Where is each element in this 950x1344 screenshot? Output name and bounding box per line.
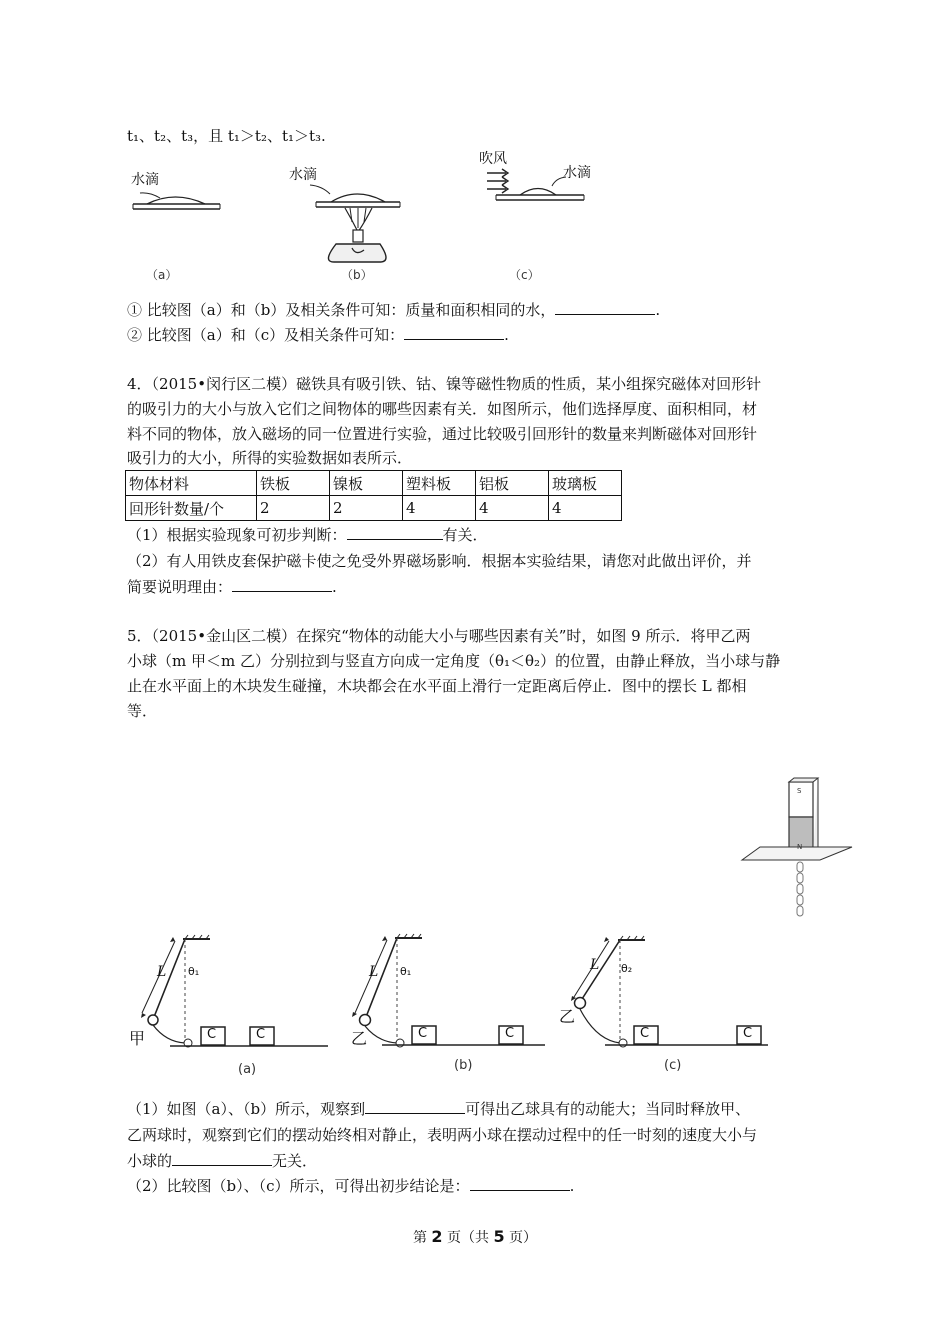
q5-sub1-line3-end: 无关． <box>272 1152 318 1170</box>
fig-c-wind-label: 吹风 <box>479 151 507 167</box>
q3-sub1-end: . <box>655 301 661 319</box>
q4-sub2-end: . <box>332 578 337 596</box>
q5-sub2-end: . <box>569 1177 575 1195</box>
table-cell: 物体材料 <box>126 471 257 496</box>
footer-mid: 页（共 <box>447 1230 489 1246</box>
pendulum-a <box>141 935 328 1047</box>
q4-line1: 4．（2015•闵行区二模）磁铁具有吸引铁、钴、镍等磁性物质的性质，某小组探究磁体对回形针 <box>127 375 762 393</box>
fig-c-water-label: 水滴 <box>563 165 591 181</box>
length-label-a: L <box>157 964 167 980</box>
q4-sub1-end: 有关． <box>442 526 488 544</box>
footer-page-number: 2 <box>431 1227 443 1246</box>
pendulum-b <box>352 934 545 1047</box>
theta-label-b: θ₁ <box>400 965 412 978</box>
q5-sub1-line3-blank[interactable] <box>172 1151 272 1166</box>
pendulum-b-caption: (b) <box>454 1058 473 1073</box>
fig-b-caption: （b） <box>341 268 373 282</box>
length-label-c: L <box>590 957 600 973</box>
table-cell: 铝板 <box>476 471 549 496</box>
fig-c-caption: （c） <box>509 268 540 282</box>
q3-sub2-end: . <box>504 326 509 344</box>
table-cell: 塑料板 <box>403 471 476 496</box>
q5-sub2-text: （2）比较图（b）、（c）所示，可得出初步结论是： <box>127 1177 470 1195</box>
theta-label-a: θ₁ <box>188 965 200 978</box>
table-cell: 4 <box>549 496 622 521</box>
q4-sub2-line1: （2）有人用铁皮套保护磁卡使之免受外界磁场影响．根据本实验结果，请您对此做出评价，并 <box>127 552 752 570</box>
q5-sub1-line3-text: 小球的 <box>127 1152 173 1170</box>
footer-post: 页） <box>509 1230 538 1246</box>
length-label-b: L <box>369 964 379 980</box>
block-label: C <box>743 1026 753 1041</box>
pendulum-c-caption: (c) <box>664 1058 682 1073</box>
page-footer <box>0 1227 950 1247</box>
magnet-s-label: S <box>797 787 802 795</box>
q5-sub1-line3 <box>127 1150 317 1172</box>
table-cell: 回形针数量/个 <box>126 496 257 521</box>
q5-sub1-line2: 乙两球时，观察到它们的摆动始终相对静止，表明两小球在摆动过程中的任一时刻的速度大小与 <box>127 1126 758 1144</box>
pendulum-a-caption: (a) <box>238 1062 257 1077</box>
table-cell: 2 <box>257 496 330 521</box>
q4-sub2-text: 简要说明理由： <box>127 578 233 596</box>
q4-line3: 料不同的物体，放入磁场的同一位置进行实验，通过比较吸引回形针的数量来判断磁体对回形针 <box>127 425 758 443</box>
footer-total-pages: 5 <box>493 1227 505 1246</box>
q5-sub1-text-a: （1）如图（a）、（b）所示，观察到 <box>127 1100 366 1118</box>
intro-line: t₁、t₂、t₃，且 t₁＞t₂、t₁＞t₃. <box>127 127 326 145</box>
q3-sub2-text: ② 比较图（a）和（c）及相关条件可知： <box>127 326 405 344</box>
q5-line2: 小球（m 甲＜m 乙）分别拉到与竖直方向成一定角度（θ₁＜θ₂）的位置，由静止释放，当小球与静 <box>127 652 781 670</box>
q5-sub2-blank[interactable] <box>470 1176 570 1191</box>
q3-sub1-text: ① 比较图（a）和（b）及相关条件可知：质量和面积相同的水， <box>127 301 556 319</box>
ball-yi-label-b: 乙 <box>351 1029 368 1048</box>
block-label: C <box>418 1026 428 1041</box>
q5-line1: 5．（2015•金山区二模）在探究“物体的动能大小与哪些因素有关”时，如图 9 所示．将甲乙两 <box>127 627 751 645</box>
ball-jia-label: 甲 <box>129 1029 146 1048</box>
fig-a-water-label: 水滴 <box>131 172 159 188</box>
q5-line4: 等． <box>127 702 158 720</box>
q4-sub1-text: （1）根据实验现象可初步判断： <box>127 526 347 544</box>
magnet-n-label: N <box>797 843 803 851</box>
block-label: C <box>640 1026 650 1041</box>
q5-line3: 止在水平面上的木块发生碰撞，木块都会在水平面上滑行一定距离后停止．图中的摆长 L 都相 <box>127 677 747 695</box>
table-cell: 镍板 <box>330 471 403 496</box>
block-label: C <box>256 1027 266 1042</box>
table-cell: 玻璃板 <box>549 471 622 496</box>
fig-b-water-label: 水滴 <box>289 167 317 183</box>
block-label: C <box>505 1026 515 1041</box>
q4-line2: 的吸引力的大小与放入它们之间物体的哪些因素有关．如图所示，他们选择厚度、面积相同，材 <box>127 400 758 418</box>
footer-pre: 第 <box>412 1230 427 1246</box>
q5-sub2 <box>127 1175 574 1197</box>
table-cell: 4 <box>403 496 476 521</box>
q4-line4: 吸引力的大小，所得的实验数据如表所示． <box>127 449 413 467</box>
block-label: C <box>207 1027 217 1042</box>
table-cell: 4 <box>476 496 549 521</box>
q5-sub1-blank[interactable] <box>365 1099 465 1114</box>
pendulum-c <box>571 936 768 1047</box>
q5-sub1-line1 <box>127 1098 750 1120</box>
q5-sub1-text-b: 可得出乙球具有的动能大；当同时释放甲、 <box>465 1100 751 1118</box>
fig-a-caption: （a） <box>146 268 178 282</box>
ball-yi-label-c: 乙 <box>559 1007 576 1026</box>
table-cell: 铁板 <box>257 471 330 496</box>
theta-label-c: θ₂ <box>621 962 633 975</box>
table-cell: 2 <box>330 496 403 521</box>
